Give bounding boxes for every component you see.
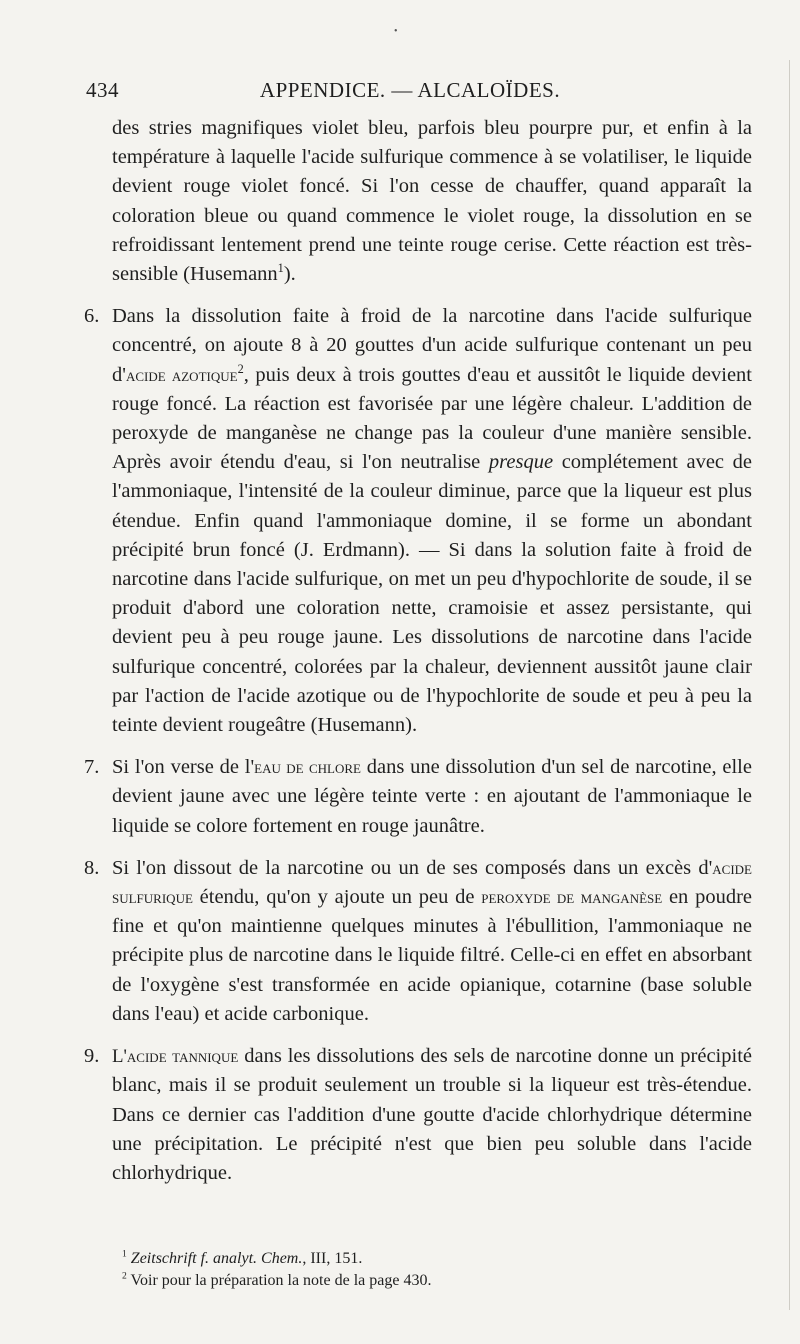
footnote-text: Voir pour la préparation la note de la page 430. — [130, 1272, 432, 1289]
running-title: APPENDICE. — ALCALOÏDES. — [259, 78, 561, 102]
footnotes — [122, 1248, 742, 1292]
paragraph-text: étendu, qu'on y ajoute un peu de — [192, 886, 482, 909]
page-number: 434 — [86, 78, 119, 102]
paragraph-8 — [84, 854, 752, 1029]
paragraph-text: dans une dissolution d'un sel de narcotine, elle devient jaune avec une légère teinte verte : en ajoutant de l'ammoniaque le liquide se colore fortement en rouge jaunâtre. — [112, 756, 752, 837]
main-text — [84, 114, 752, 1188]
paragraph-number: 9. — [84, 1045, 100, 1068]
small-caps-term: acide azotique — [125, 364, 238, 386]
small-caps-term: acide sulfurique — [112, 857, 752, 909]
paragraph-continued — [112, 114, 752, 289]
running-header — [86, 78, 734, 108]
citation-details: , III, 151. — [302, 1250, 363, 1267]
footnote-ref: 1 — [277, 261, 284, 276]
small-caps-term: eau de chlore — [254, 757, 361, 779]
paragraph-text: dans les dissolutions des sels de narcotine donne un précipité blanc, mais il se produit seulement un trouble si la liqueur est très-étendue. Dans ce dernier cas l'addition d'une goutte d'acide chlorhydrique détermine une précipitation. Le précipité n'est que bien peu soluble dans l'acide chlorhydrique. — [112, 1045, 752, 1184]
speck-mark: • — [394, 26, 398, 37]
footnote-1 — [122, 1248, 742, 1270]
paragraph-text: Si l'on dissout de la narcotine ou un de ses composés dans un excès d' — [112, 856, 713, 879]
paragraph-number: 6. — [84, 305, 100, 328]
paragraph-text: complétement avec de l'ammoniaque, l'intensité de la couleur diminue, parce que la liqueur est plus étendue. Enfin quand l'ammoniaque domine, il se forme un abondant précipité brun foncé (J. Erdmann). — Si dans la solution faite à froid de narcotine dans l'acide sulfurique, on met un peu d'hypochlorite de soude, il se produit d'abord une coloration nette, cramoisie et assez persistante, qui devient peu à peu rouge jaune. Les dissolutions de narcotine dans l'acide sulfurique concentré, colorées par la chaleur, deviennent aussitôt jaune clair par l'action de l'acide azotique ou de l'hypochlorite de soude et peu à peu la teinte devient rougeâtre (Husemann). — [112, 451, 752, 737]
citation-title: Zeitschrift f. analyt. Chem. — [130, 1250, 303, 1267]
paragraph-9 — [84, 1042, 752, 1188]
paragraph-text: Dans la dissolution faite à froid de la narcotine dans l'acide sulfurique concentré, on ajoute 8 à 20 gouttes d'un acide sulfurique contenant un peu d' — [112, 305, 752, 386]
footnote-2 — [122, 1270, 742, 1292]
italic-term: presque — [488, 451, 554, 474]
small-caps-term: L'acide tannique — [112, 1046, 239, 1068]
paragraph-7 — [84, 753, 752, 841]
paragraph-number: 7. — [84, 756, 100, 779]
small-caps-term: peroxyde de manganèse — [481, 887, 663, 909]
paragraph-number: 8. — [84, 856, 100, 879]
page-edge-shadow — [789, 60, 790, 1310]
paragraph-text-end: ). — [283, 263, 296, 286]
paragraph-text: Si l'on verse de l' — [112, 756, 255, 779]
paragraph-text: , puis deux à trois gouttes d'eau et aussitôt le liquide devient rouge foncé. La réaction est favorisée par une légère chaleur. L'addition de peroxyde de manganèse ne change pas la couleur d'une manière sensible. Après avoir étendu d'eau, si l'on neutralise — [112, 363, 752, 474]
paragraph-text: en poudre fine et qu'on maintienne quelques minutes à l'ébullition, l'ammoniaque ne précipite plus de narcotine dans le liquide filtré. Celle-ci en effet en absorbant de l'oxygène s'est transformée en acide opianique, cotarnine (base soluble dans l'eau) et acide carbonique. — [112, 886, 752, 1025]
paragraph-text: des stries magnifiques violet bleu, parfois bleu pourpre pur, et enfin à la température à laquelle l'acide sulfurique commence à se volatiliser, le liquide devient rouge violet foncé. Si l'on cesse de chauffer, quand apparaît la coloration bleue ou quand commence le violet rouge, la dissolution en se refroidissant lentement prend une teinte rouge cerise. Cette réaction est très-sensible (Husemann — [112, 117, 752, 286]
footnote-marker: 2 — [122, 1270, 127, 1282]
paragraph-6 — [84, 302, 752, 740]
footnote-marker: 1 — [122, 1248, 127, 1260]
footnote-ref: 2 — [237, 361, 244, 376]
